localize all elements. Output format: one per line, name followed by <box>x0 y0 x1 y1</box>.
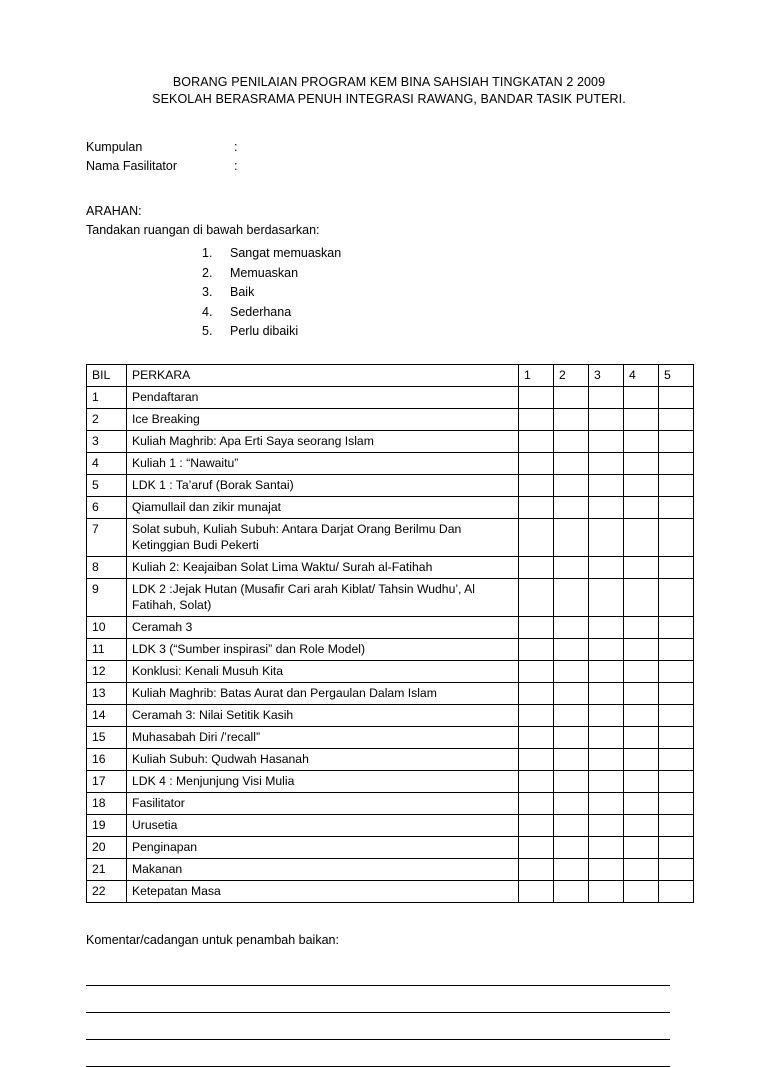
rating-cell-1[interactable] <box>519 682 554 704</box>
rating-cell-3[interactable] <box>589 858 624 880</box>
rating-scale-list <box>86 244 692 342</box>
row-bil: 7 <box>87 518 127 556</box>
evaluation-table <box>86 364 694 903</box>
rating-cell-3[interactable] <box>589 518 624 556</box>
row-bil: 1 <box>87 386 127 408</box>
rating-cell-5[interactable] <box>659 770 694 792</box>
row-bil: 20 <box>87 836 127 858</box>
rating-cell-4[interactable] <box>624 556 659 578</box>
table-body <box>87 386 694 902</box>
field-kumpulan-colon: : <box>234 140 238 154</box>
scale-item-3-label: Baik <box>230 285 255 299</box>
rating-cell-2[interactable] <box>554 496 589 518</box>
rating-cell-1[interactable] <box>519 430 554 452</box>
table-header-row <box>87 364 694 386</box>
rating-cell-3[interactable] <box>589 660 624 682</box>
table-row <box>87 496 694 518</box>
table-row <box>87 578 694 616</box>
rating-cell-2[interactable] <box>554 452 589 474</box>
instruction-text: Tandakan ruangan di bawah berdasarkan: <box>86 223 320 237</box>
rating-cell-3[interactable] <box>589 616 624 638</box>
rating-cell-4[interactable] <box>624 836 659 858</box>
rating-cell-3[interactable] <box>589 792 624 814</box>
row-bil: 11 <box>87 638 127 660</box>
row-perkara: Muhasabah Diri /’recall” <box>127 726 519 748</box>
comment-line-4[interactable] <box>86 1040 670 1067</box>
scale-item-4-number: 4. <box>202 304 213 319</box>
rating-cell-5[interactable] <box>659 616 694 638</box>
table-row <box>87 858 694 880</box>
title-line-2: SEKOLAH BERASRAMA PENUH INTEGRASI RAWANG, BANDAR TASIK PUTERI. <box>152 92 626 106</box>
rating-cell-3[interactable] <box>589 408 624 430</box>
comment-lines <box>86 959 692 1067</box>
rating-cell-1[interactable] <box>519 556 554 578</box>
row-perkara: LDK 2 :Jejak Hutan (Musafir Cari arah Kiblat/ Tahsin Wudhu’, Al Fatihah, Solat) <box>127 578 519 616</box>
rating-cell-4[interactable] <box>624 748 659 770</box>
row-perkara: Penginapan <box>127 836 519 858</box>
row-perkara: Makanan <box>127 858 519 880</box>
rating-cell-3[interactable] <box>589 496 624 518</box>
rating-cell-1[interactable] <box>519 770 554 792</box>
header-rating-1: 1 <box>519 364 554 386</box>
table-row <box>87 616 694 638</box>
row-bil: 3 <box>87 430 127 452</box>
scale-item-2 <box>86 264 692 284</box>
table-row <box>87 792 694 814</box>
rating-cell-1[interactable] <box>519 474 554 496</box>
rating-cell-2[interactable] <box>554 726 589 748</box>
rating-cell-1[interactable] <box>519 638 554 660</box>
rating-cell-1[interactable] <box>519 616 554 638</box>
row-perkara: Kuliah Maghrib: Apa Erti Saya seorang Islam <box>127 430 519 452</box>
rating-cell-4[interactable] <box>624 474 659 496</box>
row-perkara: Ceramah 3: Nilai Setitik Kasih <box>127 704 519 726</box>
rating-cell-1[interactable] <box>519 858 554 880</box>
rating-cell-1[interactable] <box>519 496 554 518</box>
rating-cell-5[interactable] <box>659 452 694 474</box>
rating-cell-2[interactable] <box>554 616 589 638</box>
rating-cell-2[interactable] <box>554 814 589 836</box>
rating-cell-2[interactable] <box>554 770 589 792</box>
header-rating-2: 2 <box>554 364 589 386</box>
row-bil: 12 <box>87 660 127 682</box>
row-perkara: Solat subuh, Kuliah Subuh: Antara Darjat Orang Berilmu Dan Ketinggian Budi Pekerti <box>127 518 519 556</box>
header-rating-3: 3 <box>589 364 624 386</box>
document-title <box>86 74 692 108</box>
rating-cell-5[interactable] <box>659 408 694 430</box>
rating-cell-3[interactable] <box>589 578 624 616</box>
row-bil: 5 <box>87 474 127 496</box>
rating-cell-2[interactable] <box>554 836 589 858</box>
table-row <box>87 836 694 858</box>
rating-cell-2[interactable] <box>554 880 589 902</box>
rating-cell-4[interactable] <box>624 880 659 902</box>
rating-cell-3[interactable] <box>589 704 624 726</box>
rating-cell-3[interactable] <box>589 836 624 858</box>
rating-cell-4[interactable] <box>624 682 659 704</box>
table-row <box>87 386 694 408</box>
scale-item-1-label: Sangat memuaskan <box>230 246 342 260</box>
scale-item-1 <box>86 244 692 264</box>
field-kumpulan-value[interactable] <box>248 138 692 157</box>
title-line-1: BORANG PENILAIAN PROGRAM KEM BINA SAHSIAH TINGKATAN 2 2009 <box>172 75 606 89</box>
table-row <box>87 518 694 556</box>
rating-cell-2[interactable] <box>554 474 589 496</box>
rating-cell-4[interactable] <box>624 770 659 792</box>
header-rating-5: 5 <box>659 364 694 386</box>
row-bil: 16 <box>87 748 127 770</box>
rating-cell-4[interactable] <box>624 792 659 814</box>
rating-cell-5[interactable] <box>659 638 694 660</box>
rating-cell-4[interactable] <box>624 518 659 556</box>
row-bil: 2 <box>87 408 127 430</box>
table-row <box>87 474 694 496</box>
rating-cell-2[interactable] <box>554 386 589 408</box>
row-perkara: Ice Breaking <box>127 408 519 430</box>
rating-cell-5[interactable] <box>659 814 694 836</box>
row-bil: 19 <box>87 814 127 836</box>
scale-item-5-number: 5. <box>202 324 213 338</box>
comment-line-2[interactable] <box>86 986 670 1013</box>
field-nama-fasilitator-value[interactable] <box>248 157 692 176</box>
rating-cell-4[interactable] <box>624 578 659 616</box>
rating-cell-5[interactable] <box>659 474 694 496</box>
comment-line-3[interactable] <box>86 1013 670 1040</box>
rating-cell-4[interactable] <box>624 616 659 638</box>
table-row <box>87 880 694 902</box>
rating-cell-4[interactable] <box>624 430 659 452</box>
scale-item-2-number: 2. <box>202 265 213 280</box>
field-nama-fasilitator <box>86 157 692 176</box>
rating-cell-1[interactable] <box>519 660 554 682</box>
row-perkara: LDK 4 : Menjunjung Visi Mulia <box>127 770 519 792</box>
row-bil: 8 <box>87 556 127 578</box>
scale-item-3 <box>86 283 692 303</box>
rating-cell-2[interactable] <box>554 660 589 682</box>
row-perkara: Pendaftaran <box>127 386 519 408</box>
rating-cell-5[interactable] <box>659 496 694 518</box>
rating-cell-2[interactable] <box>554 682 589 704</box>
rating-cell-2[interactable] <box>554 638 589 660</box>
comment-label: Komentar/cadangan untuk penambah baikan: <box>86 932 339 947</box>
row-perkara: Konklusi: Kenali Musuh Kita <box>127 660 519 682</box>
row-perkara: LDK 3 (“Sumber inspirasi” dan Role Model) <box>127 638 519 660</box>
table-row <box>87 430 694 452</box>
row-perkara: Kuliah 2: Keajaiban Solat Lima Waktu/ Surah al-Fatihah <box>127 556 519 578</box>
rating-cell-4[interactable] <box>624 386 659 408</box>
table-row <box>87 770 694 792</box>
rating-cell-2[interactable] <box>554 704 589 726</box>
rating-cell-4[interactable] <box>624 858 659 880</box>
rating-cell-1[interactable] <box>519 836 554 858</box>
row-bil: 14 <box>87 704 127 726</box>
row-bil: 6 <box>87 496 127 518</box>
row-perkara: Ceramah 3 <box>127 616 519 638</box>
row-perkara: Kuliah Subuh: Qudwah Hasanah <box>127 748 519 770</box>
rating-cell-3[interactable] <box>589 638 624 660</box>
row-bil: 10 <box>87 616 127 638</box>
row-bil: 15 <box>87 726 127 748</box>
rating-cell-1[interactable] <box>519 726 554 748</box>
rating-cell-4[interactable] <box>624 452 659 474</box>
rating-cell-5[interactable] <box>659 880 694 902</box>
rating-cell-5[interactable] <box>659 748 694 770</box>
table-row <box>87 704 694 726</box>
scale-item-5-label: Perlu dibaiki <box>230 324 299 338</box>
rating-cell-4[interactable] <box>624 638 659 660</box>
field-nama-fasilitator-colon: : <box>234 159 238 173</box>
rating-cell-3[interactable] <box>589 880 624 902</box>
rating-cell-2[interactable] <box>554 578 589 616</box>
row-bil: 18 <box>87 792 127 814</box>
rating-cell-3[interactable] <box>589 814 624 836</box>
row-perkara: Kuliah 1 : “Nawaitu” <box>127 452 519 474</box>
scale-item-1-number: 1. <box>202 246 213 260</box>
field-nama-fasilitator-label: Nama Fasilitator <box>86 159 177 173</box>
rating-cell-1[interactable] <box>519 748 554 770</box>
rating-cell-2[interactable] <box>554 430 589 452</box>
rating-cell-3[interactable] <box>589 556 624 578</box>
table-row <box>87 682 694 704</box>
rating-cell-1[interactable] <box>519 814 554 836</box>
header-bil: BIL <box>87 364 127 386</box>
row-bil: 13 <box>87 682 127 704</box>
rating-cell-2[interactable] <box>554 408 589 430</box>
rating-cell-3[interactable] <box>589 452 624 474</box>
row-perkara: Fasilitator <box>127 792 519 814</box>
row-perkara: Kuliah Maghrib: Batas Aurat dan Pergaulan Dalam Islam <box>127 682 519 704</box>
rating-cell-2[interactable] <box>554 518 589 556</box>
scale-item-4 <box>86 303 692 323</box>
row-perkara: Urusetia <box>127 814 519 836</box>
rating-cell-3[interactable] <box>589 430 624 452</box>
row-bil: 9 <box>87 578 127 616</box>
row-bil: 4 <box>87 452 127 474</box>
header-perkara: PERKARA <box>127 364 519 386</box>
rating-cell-4[interactable] <box>624 408 659 430</box>
rating-cell-4[interactable] <box>624 704 659 726</box>
rating-cell-2[interactable] <box>554 792 589 814</box>
scale-item-2-label: Memuaskan <box>230 265 299 280</box>
rating-cell-1[interactable] <box>519 578 554 616</box>
table-row <box>87 726 694 748</box>
meta-fields <box>86 138 692 176</box>
field-kumpulan-label: Kumpulan <box>86 140 143 154</box>
rating-cell-4[interactable] <box>624 814 659 836</box>
rating-cell-3[interactable] <box>589 474 624 496</box>
rating-cell-5[interactable] <box>659 660 694 682</box>
rating-cell-5[interactable] <box>659 726 694 748</box>
rating-cell-5[interactable] <box>659 518 694 556</box>
rating-cell-1[interactable] <box>519 518 554 556</box>
row-bil: 21 <box>87 858 127 880</box>
rating-cell-1[interactable] <box>519 452 554 474</box>
row-bil: 22 <box>87 880 127 902</box>
rating-cell-4[interactable] <box>624 726 659 748</box>
rating-cell-5[interactable] <box>659 704 694 726</box>
rating-cell-5[interactable] <box>659 556 694 578</box>
table-row <box>87 408 694 430</box>
rating-cell-4[interactable] <box>624 660 659 682</box>
scale-item-4-label: Sederhana <box>230 304 292 319</box>
rating-cell-3[interactable] <box>589 726 624 748</box>
rating-cell-3[interactable] <box>589 748 624 770</box>
table-row <box>87 638 694 660</box>
row-bil: 17 <box>87 770 127 792</box>
rating-cell-3[interactable] <box>589 682 624 704</box>
rating-cell-5[interactable] <box>659 430 694 452</box>
row-perkara: Qiamullail dan zikir munajat <box>127 496 519 518</box>
rating-cell-5[interactable] <box>659 836 694 858</box>
scale-item-3-number: 3. <box>202 285 213 299</box>
rating-cell-5[interactable] <box>659 792 694 814</box>
rating-cell-5[interactable] <box>659 578 694 616</box>
table-row <box>87 556 694 578</box>
table-row <box>87 748 694 770</box>
instruction-heading: ARAHAN: <box>86 204 142 218</box>
rating-cell-2[interactable] <box>554 858 589 880</box>
rating-cell-1[interactable] <box>519 792 554 814</box>
rating-cell-2[interactable] <box>554 748 589 770</box>
rating-cell-3[interactable] <box>589 770 624 792</box>
rating-cell-5[interactable] <box>659 858 694 880</box>
rating-cell-1[interactable] <box>519 704 554 726</box>
rating-cell-1[interactable] <box>519 880 554 902</box>
table-row <box>87 814 694 836</box>
header-rating-4: 4 <box>624 364 659 386</box>
table-row <box>87 660 694 682</box>
rating-cell-5[interactable] <box>659 682 694 704</box>
comment-line-1[interactable] <box>86 959 670 986</box>
rating-cell-1[interactable] <box>519 408 554 430</box>
rating-cell-3[interactable] <box>589 386 624 408</box>
row-perkara: Ketepatan Masa <box>127 880 519 902</box>
rating-cell-5[interactable] <box>659 386 694 408</box>
rating-cell-1[interactable] <box>519 386 554 408</box>
row-perkara: LDK 1 : Ta’aruf (Borak Santai) <box>127 474 519 496</box>
field-kumpulan <box>86 138 692 157</box>
rating-cell-4[interactable] <box>624 496 659 518</box>
table-row <box>87 452 694 474</box>
scale-item-5 <box>86 322 692 342</box>
rating-cell-2[interactable] <box>554 556 589 578</box>
